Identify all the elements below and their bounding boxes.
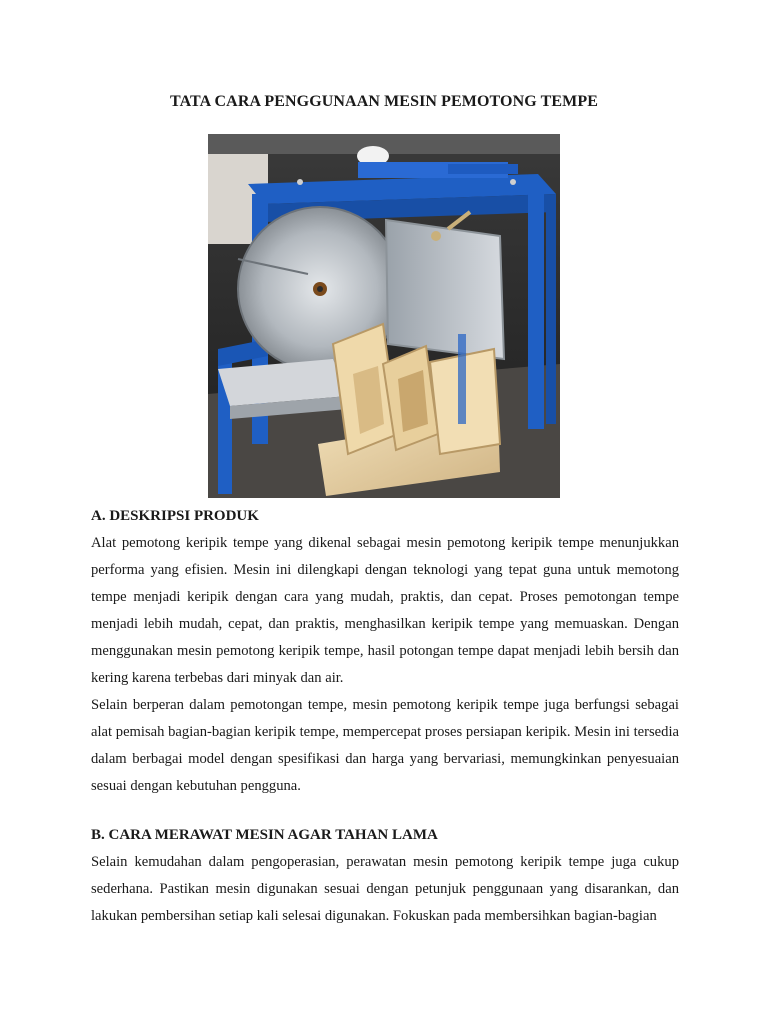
product-photo — [208, 134, 560, 498]
tempeh-slicer-machine-image — [208, 134, 560, 498]
section-b-heading: B. CARA MERAWAT MESIN AGAR TAHAN LAMA — [91, 827, 438, 843]
section-b-body — [91, 849, 679, 930]
section-a-body — [91, 530, 679, 800]
section-a-paragraph-1: Alat pemotong keripik tempe yang dikenal sebagai mesin pemotong keripik tempe menunjukkan performa yang efisien. Mesin ini dilengkapi dengan teknologi yang tepat guna untuk memotong tempe menjadi keripik dengan cara yang mudah, praktis, dan cepat. Proses pemotongan tempe menjadi lebih mudah, cepat, dan praktis, menghasilkan keripik tempe yang memuaskan. Dengan menggunakan mesin pemotong keripik tempe, hasil potongan tempe dapat menjadi lebih bersih dan kering karena terbebas dari minyak dan air. — [91, 535, 679, 686]
document-title: TATA CARA PENGGUNAAN MESIN PEMOTONG TEMPE — [170, 93, 598, 110]
section-a-heading: A. DESKRIPSI PRODUK — [91, 508, 259, 524]
section-a-paragraph-2: Selain berperan dalam pemotongan tempe, mesin pemotong keripik tempe juga berfungsi sebagai alat pemisah bagian-bagian keripik tempe, mempercepat proses persiapan keripik. Mesin ini tersedia dalam berbagai model dengan spesifikasi dan harga yang bervariasi, memungkinkan penyesuaian sesuai dengan kebutuhan pengguna. — [91, 697, 679, 794]
section-b-paragraph-1: Selain kemudahan dalam pengoperasian, perawatan mesin pemotong keripik tempe juga cukup sederhana. Pastikan mesin digunakan sesuai dengan petunjuk penggunaan yang disarankan, dan lakukan pembersihan setiap kali selesai digunakan. Fokuskan pada membersihkan bagian-bagian — [91, 854, 679, 924]
